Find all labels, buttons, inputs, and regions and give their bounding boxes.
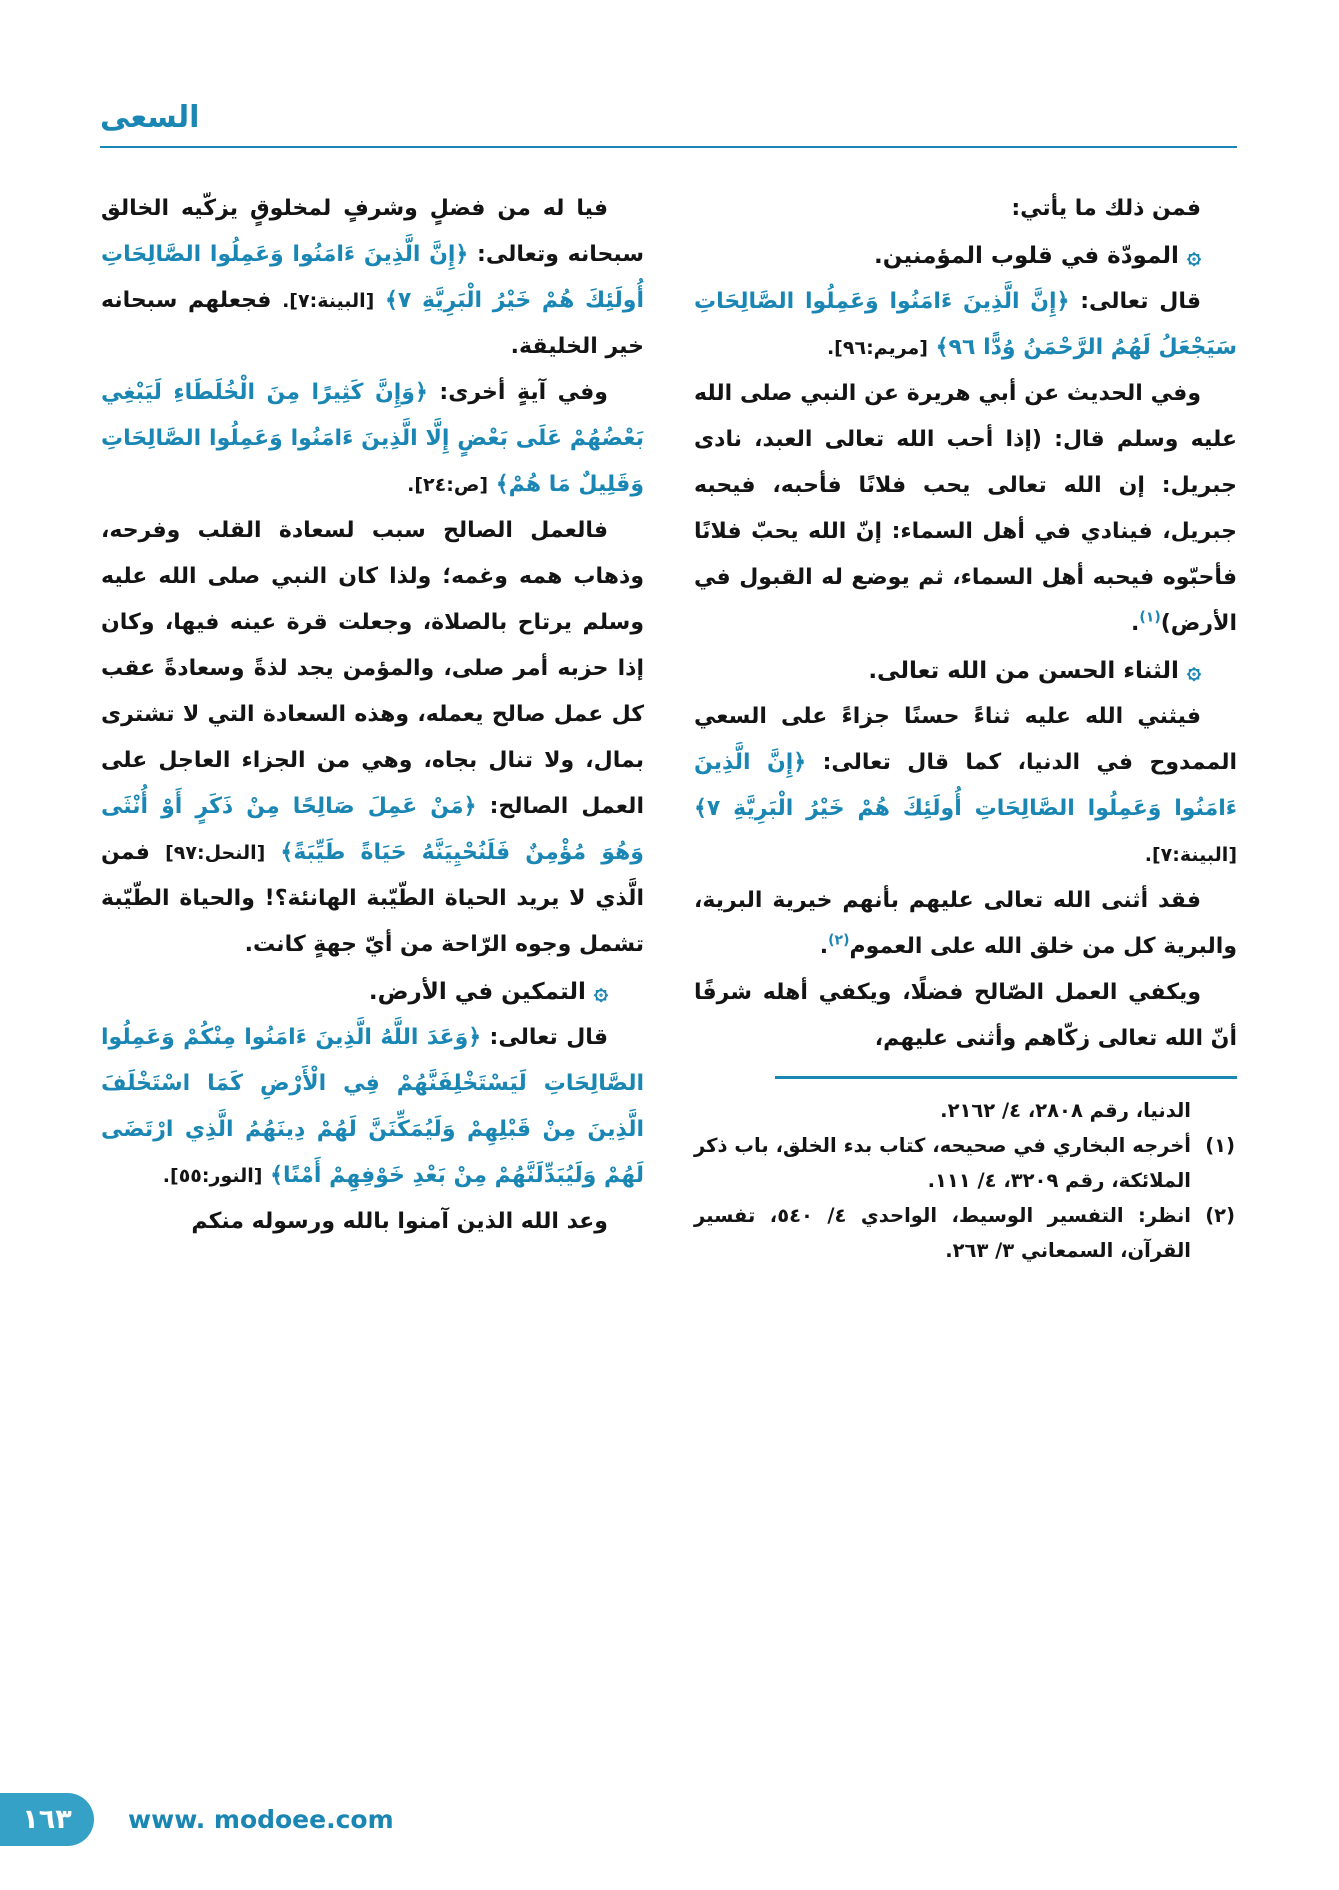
paragraph — [101, 508, 644, 968]
paragraph — [694, 970, 1237, 1062]
page-content — [100, 186, 1237, 1268]
paragraph — [694, 279, 1237, 371]
section-heading — [694, 232, 1237, 279]
text-run: وفي الحديث عن أبي هريرة عن النبي صلى الله عليه وسلم قال: (إذا أحب الله تعالى العبد، نادى جبريل: إن الله تعالى يحب فلانًا فأحبه، فيحبه جبريل، فينادي في أهل السماء: إنّ الله يحبّ فلانًا فأحبّوه فيحبه أهل السماء، ثم يوضع له القبول في الأرض) — [694, 381, 1237, 636]
page-number-badge — [0, 1793, 94, 1846]
text-run: قال تعالى: — [481, 1025, 608, 1050]
verse-reference: [النحل:٩٧] — [165, 842, 266, 864]
text-run: ويكفي العمل الصّالح فضلًا، ويكفي أهله شرفًا أنّ الله تعالى زكّاهم وأثنى عليهم، — [694, 980, 1237, 1051]
paragraph — [101, 186, 644, 370]
left-column — [101, 186, 644, 1268]
text-run: . — [1131, 611, 1140, 636]
left-column-text — [101, 186, 644, 1245]
paragraph — [101, 1199, 644, 1245]
footnote — [694, 1093, 1237, 1128]
heading-text: المودّة في قلوب المؤمنين. — [874, 243, 1187, 269]
footnote-separator — [775, 1076, 1237, 1079]
text-run: فيثني الله عليه ثناءً حسنًا جزاءً على السعي الممدوح في الدنيا، كما قال تعالى: — [694, 704, 1238, 775]
heading-text: الثناء الحسن من الله تعالى. — [868, 658, 1187, 684]
right-column — [694, 186, 1237, 1268]
right-column-text — [694, 186, 1237, 1062]
footnote — [694, 1128, 1237, 1198]
section-heading — [694, 647, 1237, 694]
text-run: قال تعالى: — [1069, 289, 1201, 314]
text-run: فمن ذلك ما يأتي: — [1011, 196, 1201, 221]
paragraph — [694, 371, 1237, 647]
footnote-marker: (٢) — [828, 932, 850, 949]
verse-reference: [مريم:٩٦]. — [826, 337, 928, 359]
text-run: وعد الله الذين آمنوا بالله ورسوله منكم — [191, 1209, 608, 1234]
text-run: فقد أثنى الله تعالى عليهم بأنهم خيرية البرية، والبرية كل من خلق الله على العموم — [694, 888, 1237, 959]
footnotes-block — [694, 1076, 1237, 1268]
text-run: فالعمل الصالح سبب لسعادة القلب وفرحه، وذهاب همه وغمه؛ ولذا كان النبي صلى الله عليه وسلم يرتاح بالصلاة، وجعلت قرة عينه فيها، وكان إذا حزبه أمر صلى، والمؤمن يجد لذةً وسعادةً عقب كل عمل صالح يعمله، وهذه السعادة التي لا تشترى بمال، ولا تنال بجاه، وهي من الجزاء العاجل على العمل الصالح: — [101, 518, 644, 819]
paragraph — [694, 694, 1237, 878]
text-run: فمن الَّذي لا يريد الحياة الطّيّبة الهانئة؟! والحياة الطّيّبة تشمل وجوه الرّاحة من أيّ جهةٍ كانت. — [101, 840, 644, 957]
flower-ornament-icon: ۞ — [1186, 241, 1201, 269]
quran-verse: ﴿إِنَّ الَّذِينَ ءَامَنُوا وَعَمِلُوا الصَّالِحَاتِ أُولَئِكَ هُمْ خَيْرُ الْبَرِيَّةِ ٧﴾ — [694, 750, 1237, 821]
quran-verse: ﴿وَعَدَ اللَّهُ الَّذِينَ ءَامَنُوا مِنْكُمْ وَعَمِلُوا الصَّالِحَاتِ لَيَسْتَخْلِفَنَّهُمْ فِي الْأَرْضِ كَمَا اسْتَخْلَفَ الَّذِينَ مِنْ قَبْلِهِمْ وَلَيُمَكِّنَنَّ لَهُمْ دِينَهُمُ الَّذِي ارْتَضَى لَهُمْ وَلَيُبَدِّلَنَّهُمْ مِنْ بَعْدِ خَوْفِهِمْ أَمْنًا﴾ — [101, 1025, 644, 1188]
verse-reference: [البينة:٧]. — [282, 290, 375, 312]
footnote-marker: (١) — [1139, 609, 1161, 626]
text-run: فجعلهم سبحانه خير الخليقة. — [101, 288, 644, 359]
heading-text: التمكين في الأرض. — [368, 979, 594, 1005]
paragraph — [101, 370, 644, 508]
text-run: فيا له من فضلٍ وشرفٍ لمخلوقٍ يزكّيه الخالق سبحانه وتعالى: — [101, 196, 644, 267]
quran-verse: ﴿مَنْ عَمِلَ صَالِحًا مِنْ ذَكَرٍ أَوْ أُنْثَى وَهُوَ مُؤْمِنٌ فَلَنُحْيِيَنَّهُ حَيَاةً طَيِّبَةً﴾ — [101, 794, 644, 865]
website-link[interactable]: www. modoee.com — [128, 1805, 394, 1834]
verse-reference: [ص:٢٤]. — [407, 474, 489, 496]
footnote-text: انظر: التفسير الوسيط، الواحدي ٤/ ٥٤٠، تفسير القرآن، السمعاني ٣/ ٢٦٣. — [694, 1204, 1191, 1262]
quran-verse: ﴿وَإِنَّ كَثِيرًا مِنَ الْخُلَطَاءِ لَيَبْغِي بَعْضُهُمْ عَلَى بَعْضٍ إِلَّا الَّذِينَ ءَامَنُوا وَعَمِلُوا الصَّالِحَاتِ وَقَلِيلٌ مَا هُمْ﴾ — [101, 380, 644, 497]
footnote-number: (١) — [1205, 1134, 1235, 1157]
footnote — [694, 1198, 1237, 1268]
page-header — [100, 96, 1237, 148]
quran-verse: ﴿إِنَّ الَّذِينَ ءَامَنُوا وَعَمِلُوا الصَّالِحَاتِ سَيَجْعَلُ لَهُمُ الرَّحْمَنُ وُدًّا ٩٦﴾ — [694, 289, 1237, 360]
footnote-text: أخرجه البخاري في صحيحه، كتاب بدء الخلق، باب ذكر الملائكة، رقم ٣٢٠٩، ٤/ ١١١. — [694, 1134, 1191, 1192]
text-run: وفي آيةٍ أخرى: — [427, 380, 608, 405]
paragraph — [694, 878, 1237, 970]
footnote-text: الدنيا، رقم ٢٨٠٨، ٤/ ٢١٦٢. — [940, 1099, 1191, 1122]
paragraph — [101, 1015, 644, 1199]
flower-ornament-icon: ۞ — [593, 977, 608, 1005]
footnote-number: (٢) — [1205, 1204, 1235, 1227]
verse-reference: [البينة:٧]. — [1144, 844, 1237, 866]
paragraph — [694, 186, 1237, 232]
text-run: . — [819, 934, 829, 959]
flower-ornament-icon: ۞ — [1186, 656, 1201, 684]
page-number: ١٦٣ — [22, 1804, 72, 1835]
section-heading — [101, 968, 644, 1015]
verse-reference: [النور:٥٥]. — [162, 1165, 263, 1187]
page-title: السعى — [100, 100, 200, 135]
quran-verse: ﴿إِنَّ الَّذِينَ ءَامَنُوا وَعَمِلُوا الصَّالِحَاتِ أُولَئِكَ هُمْ خَيْرُ الْبَرِيَّةِ ٧﴾ — [101, 242, 644, 313]
footnotes-list — [694, 1093, 1237, 1268]
